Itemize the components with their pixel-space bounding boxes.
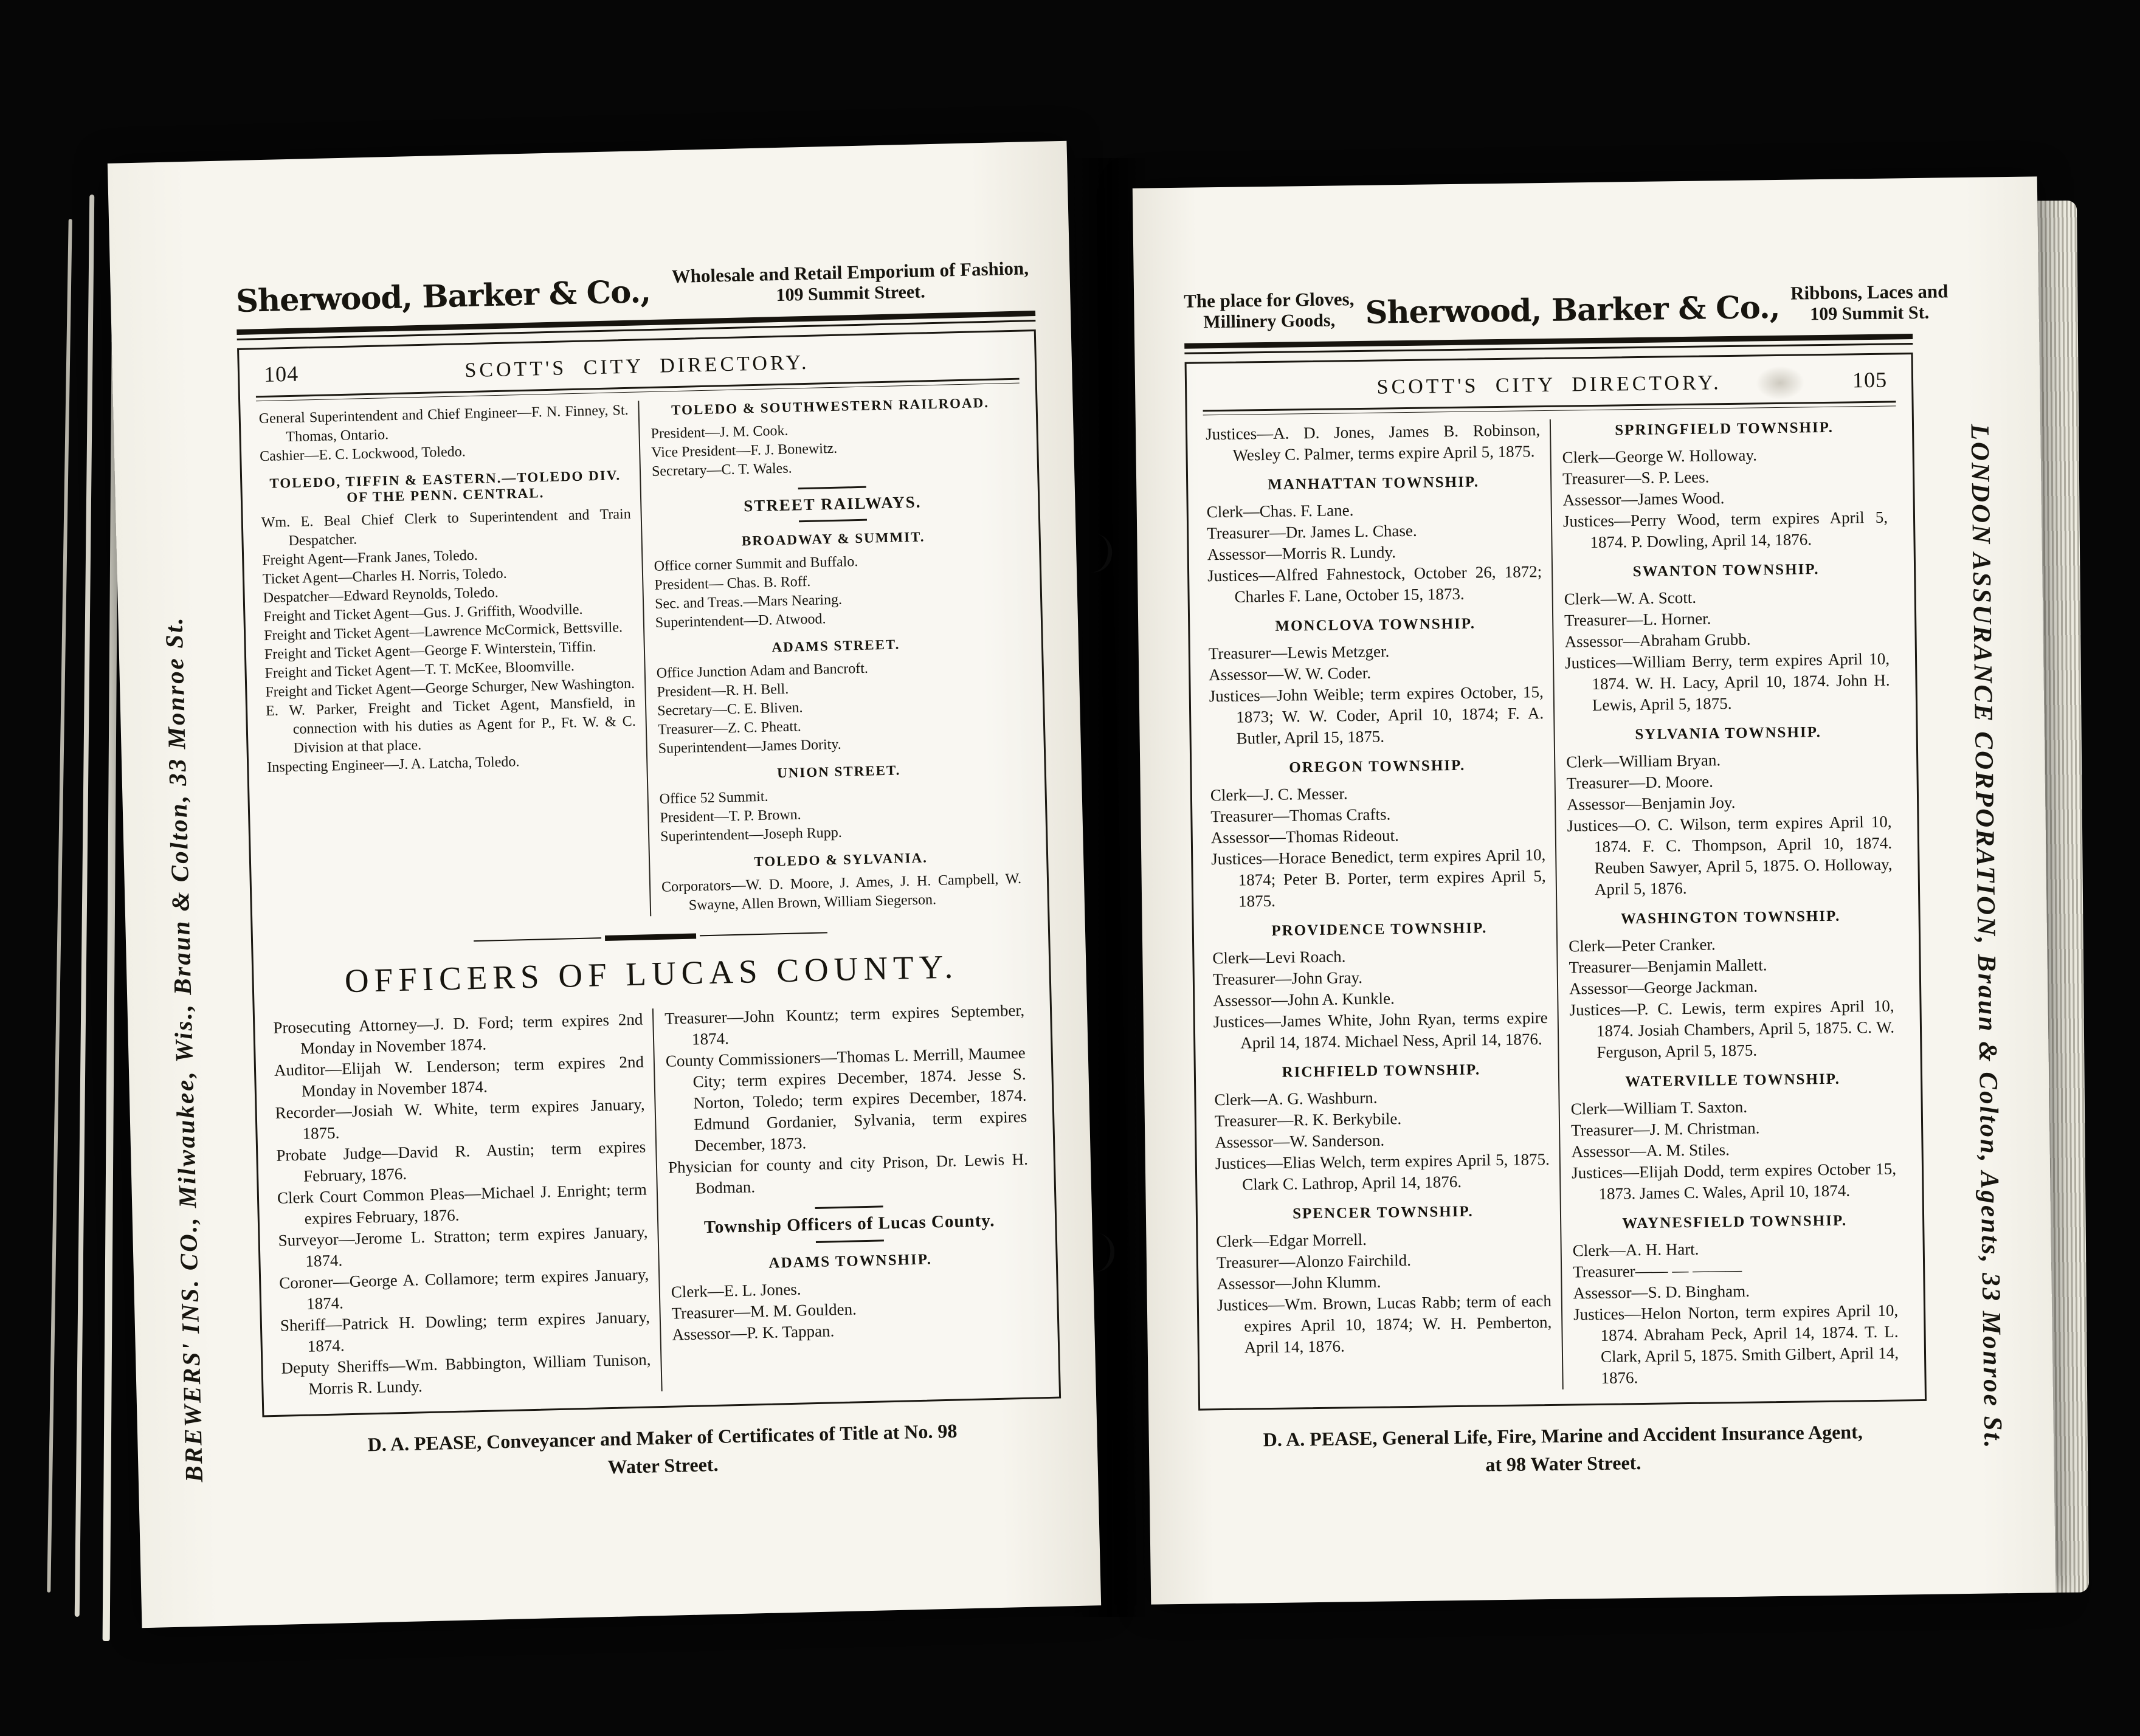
officer-entry: Treasurer—John Kountz; term expires September, 1874. <box>664 1001 1025 1049</box>
directory-entry: Inspecting Engineer—J. A. Latcha, Toledo. <box>267 754 520 776</box>
directory-entry: Office corner Summit and Buffalo. <box>654 554 858 574</box>
footer-advert-line: D. A. PEASE, General Life, Fire, Marine and Accident Insurance Agent, <box>1263 1421 1863 1451</box>
officer-entry: Justices—O. C. Wilson, term expires April 10, 1874. F. C. Thompson, April 10, 1874. Reuben Sawyer, April 5, 1875. O. Holloway, April 5, 1876. <box>1567 812 1893 898</box>
officer-entry: Treasurer—Alonzo Fairchild. <box>1216 1250 1412 1272</box>
advert-header <box>1184 280 1948 334</box>
officer-entry: Justices—James White, John Ryan, terms expire April 14, 1874. Michael Ness, April 14, 1876. <box>1213 1008 1548 1052</box>
footer-advert-line: at 98 Water Street. <box>1485 1452 1641 1476</box>
officer-entry: Coroner—George A. Collamore; term expires January, 1874. <box>278 1265 649 1313</box>
officer-entry: Treasurer—M. M. Goulden. <box>671 1300 857 1323</box>
directory-entry: Sec. and Treas.—Mars Nearing. <box>654 591 843 612</box>
officer-entry: Clerk—A. H. Hart. <box>1572 1239 1699 1260</box>
directory-entry: Ticket Agent—Charles H. Norris, Toledo. <box>262 565 507 588</box>
footer-advert <box>263 1414 1063 1490</box>
page-number: 105 <box>1852 367 1888 393</box>
directory-entry: Office 52 Summit. <box>659 788 768 807</box>
tagline-line: The place for Gloves, <box>1184 288 1355 312</box>
township-heading: SYLVANIA TOWNSHIP. <box>1635 724 1822 743</box>
directory-entry: Freight and Ticket Agent—T. T. McKee, Bloomville. <box>264 658 575 682</box>
township-heading: WATERVILLE TOWNSHIP. <box>1625 1070 1841 1090</box>
officer-entry: Treasurer—Benjamin Mallett. <box>1569 956 1767 977</box>
officer-entry: Assessor—George Jackman. <box>1569 977 1758 998</box>
railway-line-heading: UNION STREET. <box>776 762 901 781</box>
officer-entry: Clerk—A. G. Washburn. <box>1214 1088 1378 1109</box>
street-railways-heading: STREET RAILWAYS. <box>652 483 1013 526</box>
officer-entry: Justices—Elijah Dodd, term expires October 15, 1873. James C. Wales, April 10, 1874. <box>1571 1159 1897 1203</box>
tagline-line: Ribbons, Laces and <box>1790 280 1948 304</box>
advert-header <box>235 257 1035 320</box>
officers-columns <box>271 999 1043 1400</box>
advert-tagline <box>1790 280 1948 325</box>
column-left <box>1203 419 1562 1394</box>
page-edge <box>47 219 72 1593</box>
directory-entry: Treasurer—Z. C. Pheatt. <box>657 718 802 738</box>
officer-entry: Clerk Court Common Pleas—Michael J. Enright; term expires February, 1876. <box>277 1180 647 1228</box>
directory-entry: President— Chas. B. Roff. <box>654 573 811 593</box>
tagline-line: 109 Summit St. <box>1810 302 1930 325</box>
township-heading: WAYNESFIELD TOWNSHIP. <box>1622 1212 1848 1232</box>
column-right <box>652 999 1043 1391</box>
officer-entry: Treasurer—L. Horner. <box>1564 609 1711 630</box>
officer-entry: Treasurer—— — ——— <box>1573 1260 1742 1281</box>
tagline-line: Wholesale and Retail Emporium of Fashion, <box>671 257 1029 288</box>
officer-entry: Recorder—Josiah W. White, term expires January, 1875. <box>275 1095 645 1143</box>
directory-entry: Wm. E. Beal Chief Clerk to Superintendent and Train Despatcher. <box>261 506 631 549</box>
divider <box>1184 334 1913 349</box>
officer-entry: Assessor—John Klumm. <box>1217 1272 1381 1293</box>
directory-entry: E. W. Parker, Freight and Ticket Agent, Mansfield, in connection with his duties as Agent for P., Ft. W. & C. Division at that place. <box>265 694 636 756</box>
officer-entry: Treasurer—John Gray. <box>1212 968 1363 989</box>
directory-entry: Corporators—W. D. Moore, J. Ames, J. H. Campbell, W. Swayne, Allen Brown, William Siegerson. <box>661 870 1022 914</box>
township-heading: OREGON TOWNSHIP. <box>1289 757 1466 776</box>
footer-advert-line: Water Street. <box>607 1453 719 1478</box>
township-heading: ADAMS TOWNSHIP. <box>768 1251 933 1272</box>
officer-entry: Treasurer—Dr. James L. Chase. <box>1207 521 1417 543</box>
directory-title: SCOTT'S CITY DIRECTORY. <box>464 351 810 382</box>
township-heading: PROVIDENCE TOWNSHIP. <box>1271 920 1488 939</box>
directory-entry: Freight and Ticket Agent—Gus. J. Griffith, Woodville. <box>263 601 583 625</box>
margin-advert-text: LONDON ASSURANCE CORPORATION, Braun & Colton, Agents, 33 Monroe St. <box>1965 424 2007 1450</box>
officer-entry: Justices—John Weible; term expires October, 15, 1873; W. W. Coder, April 10, 1874; F. A. Butler, April 15, 1875. <box>1209 683 1544 748</box>
officer-entry: Assessor—James Wood. <box>1562 489 1725 509</box>
railway-line-heading: BROADWAY & SUMMIT. <box>741 529 925 549</box>
directory-entry: Vice President—F. J. Bonewitz. <box>651 440 838 461</box>
column-left <box>271 1008 661 1400</box>
officer-entry: Assessor—S. D. Bingham. <box>1573 1281 1750 1303</box>
directory-content-box <box>1185 353 1927 1411</box>
officer-entry: Justices—Elias Welch, term expires April 5, 1875. Clark C. Lathrop, April 14, 1876. <box>1215 1149 1550 1194</box>
left-page <box>108 141 1101 1628</box>
officer-entry: Justices—Horace Benedict, term expires April 10, 1874; Peter B. Porter, term expires April 5, 1875. <box>1211 846 1546 911</box>
page-edge <box>75 195 95 1617</box>
officer-entry: Treasurer—S. P. Lees. <box>1562 467 1710 488</box>
directory-entry: Superintendent—James Dority. <box>658 736 842 757</box>
officer-entry: Assessor—A. M. Stiles. <box>1571 1140 1730 1161</box>
township-heading: SPENCER TOWNSHIP. <box>1292 1203 1474 1222</box>
railroad-heading: TOLEDO, TIFFIN & EASTERN.—TOLEDO DIV. OF THE PENN. CENTRAL. <box>269 467 621 505</box>
officer-entry: Clerk—Chas. F. Lane. <box>1206 501 1354 522</box>
officer-entry: Deputy Sheriffs—Wm. Babbington, William Tunison, Morris R. Lundy. <box>281 1350 651 1398</box>
right-margin-advert <box>1936 323 2037 1552</box>
officer-entry: Assessor—W. Sanderson. <box>1215 1131 1385 1152</box>
officer-entry: Prosecuting Attorney—J. D. Ford; term expires 2nd Monday in November 1874. <box>273 1010 643 1058</box>
officer-entry: Assessor—W. W. Coder. <box>1209 663 1372 684</box>
township-heading: SWANTON TOWNSHIP. <box>1632 561 1820 580</box>
directory-entry: President—R. H. Bell. <box>657 681 789 700</box>
officer-entry: Assessor—Thomas Rideout. <box>1210 826 1399 847</box>
officer-entry: Clerk—W. A. Scott. <box>1564 588 1697 608</box>
officer-entry: Sheriff—Patrick H. Dowling; term expires January, 1874. <box>280 1307 651 1355</box>
tagline-line: Millinery Goods, <box>1203 310 1336 332</box>
officer-entry: Justices—A. D. Jones, James B. Robinson, Wesley C. Palmer, terms expire April 5, 1875. <box>1205 421 1541 464</box>
directory-entry: Superintendent—D. Atwood. <box>655 611 826 631</box>
footer-advert <box>1198 1417 1927 1483</box>
column-right <box>1550 415 1909 1389</box>
officer-entry: Assessor—P. K. Tappan. <box>672 1321 835 1344</box>
officer-entry: Treasurer—Thomas Crafts. <box>1210 805 1391 826</box>
officer-entry: Clerk—George W. Holloway. <box>1562 446 1758 467</box>
advert-tagline <box>1184 288 1355 333</box>
left-margin-advert <box>131 477 236 1622</box>
officer-entry: Clerk—Levi Roach. <box>1212 947 1346 968</box>
directory-entry: Freight and Ticket Agent—Lawrence McCormick, Bettsville. <box>263 619 623 644</box>
officer-entry: Clerk—Peter Cranker. <box>1568 935 1716 956</box>
officer-entry: Treasurer—D. Moore. <box>1566 772 1714 793</box>
officer-entry: Clerk—J. C. Messer. <box>1210 784 1348 805</box>
officer-entry: Justices—Alfred Fahnestock, October 26, 1872; Charles F. Lane, October 15, 1873. <box>1207 562 1542 606</box>
column-left <box>256 401 650 925</box>
section-title: OFFICERS OF LUCAS COUNTY. <box>344 948 959 1000</box>
page-number: 104 <box>263 361 299 387</box>
directory-entry: Cashier—E. C. Lockwood, Toledo. <box>259 444 466 465</box>
township-heading: SPRINGFIELD TOWNSHIP. <box>1615 419 1834 439</box>
township-heading: MANHATTAN TOWNSHIP. <box>1268 474 1480 493</box>
brand-name: Sherwood, Barker & Co., <box>1365 289 1780 331</box>
officer-entry: Treasurer—R. K. Berkybile. <box>1214 1109 1402 1131</box>
officer-entry: Physician for county and city Prison, Dr. Lewis H. Bodman. <box>668 1149 1029 1197</box>
right-page <box>1133 176 2055 1604</box>
directory-entry: Superintendent—Joseph Rupp. <box>660 824 843 845</box>
officer-entry: Surveyor—Jerome L. Stratton; term expires January, 1874. <box>278 1222 648 1270</box>
officer-entry: Clerk—Edgar Morrell. <box>1216 1230 1367 1251</box>
tagline-line: 109 Summit Street. <box>776 281 926 306</box>
directory-entry: Freight and Ticket Agent—George Schurger, New Washington. <box>265 675 635 701</box>
section-divider-ornament <box>605 933 696 941</box>
directory-entry: Office Junction Adam and Bancroft. <box>656 660 869 681</box>
township-heading: RICHFIELD TOWNSHIP. <box>1282 1061 1481 1081</box>
directory-entry: General Superintendent and Chief Engineer—F. N. Finney, St. Thomas, Ontario. <box>258 402 629 446</box>
officer-entry: Justices—Helon Norton, term expires April 10, 1874. Abraham Peck, April 14, 1874. T. L. Clark, April 5, 1875. Smith Gilbert, April 14, 1876. <box>1573 1301 1899 1387</box>
directory-entry: President—T. P. Brown. <box>660 807 801 826</box>
advert-tagline <box>666 257 1035 308</box>
officer-entry: Clerk—William Bryan. <box>1566 751 1721 771</box>
railroad-heading: TOLEDO & SOUTHWESTERN RAILROAD. <box>671 394 990 418</box>
officer-entry: Justices—P. C. Lewis, term expires April 10, 1874. Josiah Chambers, April 5, 1875. C. W. Ferguson, April 5, 1875. <box>1569 996 1895 1061</box>
directory-content-box <box>237 329 1061 1417</box>
officer-entry: Clerk—E. L. Jones. <box>671 1280 801 1301</box>
column-right <box>638 392 1032 917</box>
railroad-columns <box>256 392 1032 925</box>
directory-entry: Freight Agent—Frank Janes, Toledo. <box>261 547 478 569</box>
officer-entry: County Commissioners—Thomas L. Merrill, Maumee City; term expires December, 1874. Jesse S. Norton, Toledo; term expires December, 1874. Edmund Gordanier, Sylvania, term expires December, 1873. <box>665 1043 1027 1155</box>
footer-advert-line: D. A. PEASE, Conveyancer and Maker of Certificates of Title at No. 98 <box>367 1419 958 1456</box>
township-officers-heading: Township Officers of Lucas County. <box>669 1202 1030 1247</box>
officer-entry: Justices—Wm. Brown, Lucas Rabb; term of each expires April 10, 1874; W. H. Pemberton, April 14, 1876. <box>1217 1291 1552 1357</box>
railway-line-heading: ADAMS STREET. <box>771 636 900 655</box>
township-columns <box>1203 415 1909 1394</box>
officer-entry: Clerk—William T. Saxton. <box>1570 1097 1748 1118</box>
directory-entry: Secretary—C. E. Bliven. <box>657 700 803 719</box>
officer-entry: Probate Judge—David R. Austin; term expires February, 1876. <box>276 1137 646 1185</box>
margin-advert-text: BREWERS' INS. CO., Milwaukee, Wis., Braun & Colton, 33 Monroe St. <box>159 616 208 1483</box>
directory-title: SCOTT'S CITY DIRECTORY. <box>1376 371 1722 399</box>
ink-smudge <box>1756 365 1805 400</box>
township-heading: MONCLOVA TOWNSHIP. <box>1275 615 1476 635</box>
directory-entry: Despatcher—Edward Reynolds, Toledo. <box>263 584 499 607</box>
officer-entry: Assessor—Benjamin Joy. <box>1566 793 1736 814</box>
directory-entry: Freight and Ticket Agent—George F. Winterstein, Tiffin. <box>264 639 596 663</box>
officer-entry: Auditor—Elijah W. Lenderson; term expires 2nd Monday in November 1874. <box>274 1052 644 1100</box>
railway-line-heading: TOLEDO & SYLVANIA. <box>754 850 928 870</box>
officer-entry: Treasurer—J. M. Christman. <box>1570 1118 1760 1140</box>
directory-entry: Secretary—C. T. Wales. <box>651 460 792 480</box>
brand-name: Sherwood, Barker & Co., <box>235 273 651 320</box>
officer-entry: Justices—Perry Wood, term expires April 5, 1874. P. Dowling, April 14, 1876. <box>1562 508 1888 552</box>
directory-entry: President—J. M. Cook. <box>651 422 789 442</box>
officer-entry: Assessor—John A. Kunkle. <box>1213 989 1395 1010</box>
township-heading: WASHINGTON TOWNSHIP. <box>1620 908 1841 928</box>
officer-entry: Justices—William Berry, term expires April 10, 1874. W. H. Lacy, April 10, 1874. John H. Lewis, April 5, 1875. <box>1564 649 1890 715</box>
officer-entry: Assessor—Morris R. Lundy. <box>1207 543 1396 564</box>
officer-entry: Treasurer—Lewis Metzger. <box>1208 642 1390 663</box>
officer-entry: Assessor—Abraham Grubb. <box>1564 630 1751 651</box>
